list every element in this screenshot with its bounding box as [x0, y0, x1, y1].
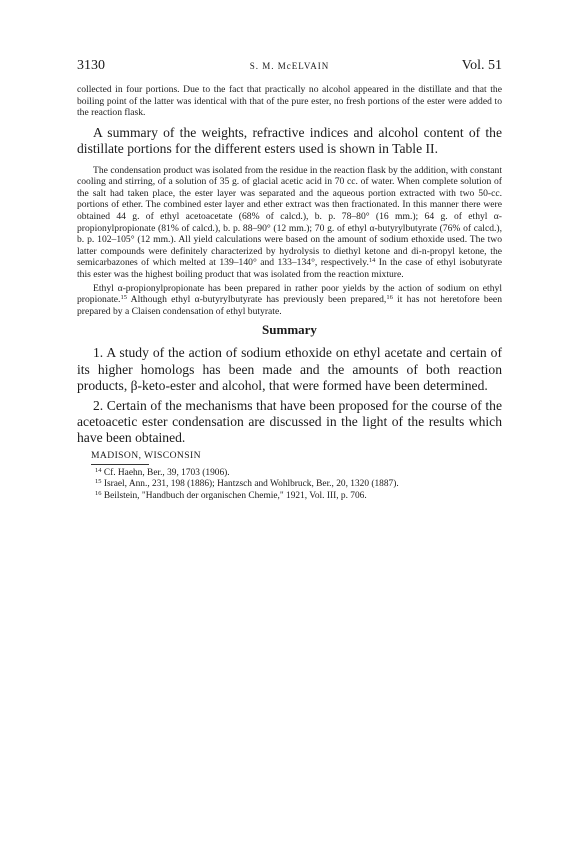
- volume-label: Vol. 51: [461, 58, 502, 73]
- paragraph-text: Although ethyl α-butyrylbutyrate has previously been prepared,: [126, 294, 387, 306]
- footnote-number: 14: [95, 466, 102, 474]
- paragraph-table-summary: A summary of the weights, refractive indices and alcohol content of the distillate portions for the different esters used is shown in Table II.: [77, 124, 502, 157]
- footnote-text: Israel, Ann., 231, 198 (1886); Hantzsch and Wohlbruck, Ber., 20, 1320 (1887).: [103, 479, 399, 490]
- footnote-ref-14: 14: [368, 257, 376, 265]
- footnote-text: Beilstein, "Handbuch der organischen Chemie," 1921, Vol. III, p. 706.: [103, 490, 367, 501]
- footnote-14: [95, 468, 502, 479]
- footnote-text: Cf. Haehn, Ber., 39, 1703 (1906).: [103, 467, 230, 478]
- footnote-divider: [91, 464, 149, 465]
- footnote-ref-16: 16: [386, 294, 393, 302]
- author-location: MADISON, WISCONSIN: [91, 449, 201, 461]
- running-author: S. M. McELVAIN: [249, 61, 330, 71]
- paragraph-text-tail: In the case of ethyl isobutyrate this ester was the highest boiling product that was isolated from the reaction mixture.: [77, 257, 502, 280]
- paragraph-text: The condensation product was isolated from the residue in the reaction flask by the addition, with constant cooling and stirring, of a solution of 35 g. of glacial acetic acid in 70 cc. of water. When complete solution of the salt had taken place, the ester layer was separated and the aqueous portion extracted with two 50-cc. portions of ether. The combined ester layer and ether extract was then fractionated. In this manner there were obtained 44 g. of ethyl acetoacetate (68% of calcd.), b. p. 78–80° (16 mm.); 64 g. of ethyl α-propionylpropionate (81% of calcd.), b. p. 88–90° (12 mm.); 70 g. of ethyl α-butyrylbutyrate (76% of calcd.), b. p. 102–105° (12 mm.). All yield calculations were based on the amount of sodium ethoxide used. The two latter compounds were definitely characterized by hydrolysis to diethyl ketone and di-n-propyl ketone, the semicarbazones of which melted at 139–140° and 133–134°, respectively.: [77, 164, 502, 269]
- footnote-15: [95, 479, 502, 490]
- footnote-16: [95, 491, 502, 502]
- summary-item-2: 2. Certain of the mechanisms that have been proposed for the course of the acetoacetic ester condensation are discussed in the light of the results which have been obtained.: [77, 397, 502, 446]
- page-number: 3130: [77, 58, 105, 73]
- paragraph-prior-preparation: [77, 283, 502, 318]
- footnote-number: 15: [95, 478, 102, 486]
- running-header: [77, 58, 502, 78]
- paragraph-text: it has not heretofore been prepared by a Claisen condensation of ethyl butyrate.: [77, 294, 502, 317]
- footnote-number: 16: [95, 489, 102, 497]
- paragraph-text: Ethyl α-propionylpropionate has been prepared in rather poor yields by the action of sodium on ethyl propionate.: [77, 282, 502, 306]
- paragraph-condensation-product: [77, 165, 502, 281]
- footnote-ref-15: 15: [120, 294, 127, 302]
- article-body: [77, 84, 502, 502]
- paragraph-continued: collected in four portions. Due to the fact that practically no alcohol appeared in the distillate and that the boiling point of the latter was identical with that of the pure ester, no fresh portions of the ester were added to the reaction flask.: [77, 84, 502, 119]
- summary-item-1: 1. A study of the action of sodium ethoxide on ethyl acetate and certain of its higher homologs has been made and the amounts of both reaction products, β-keto-ester and alcohol, that were formed have been determined.: [77, 345, 502, 394]
- summary-heading: Summary: [262, 322, 317, 338]
